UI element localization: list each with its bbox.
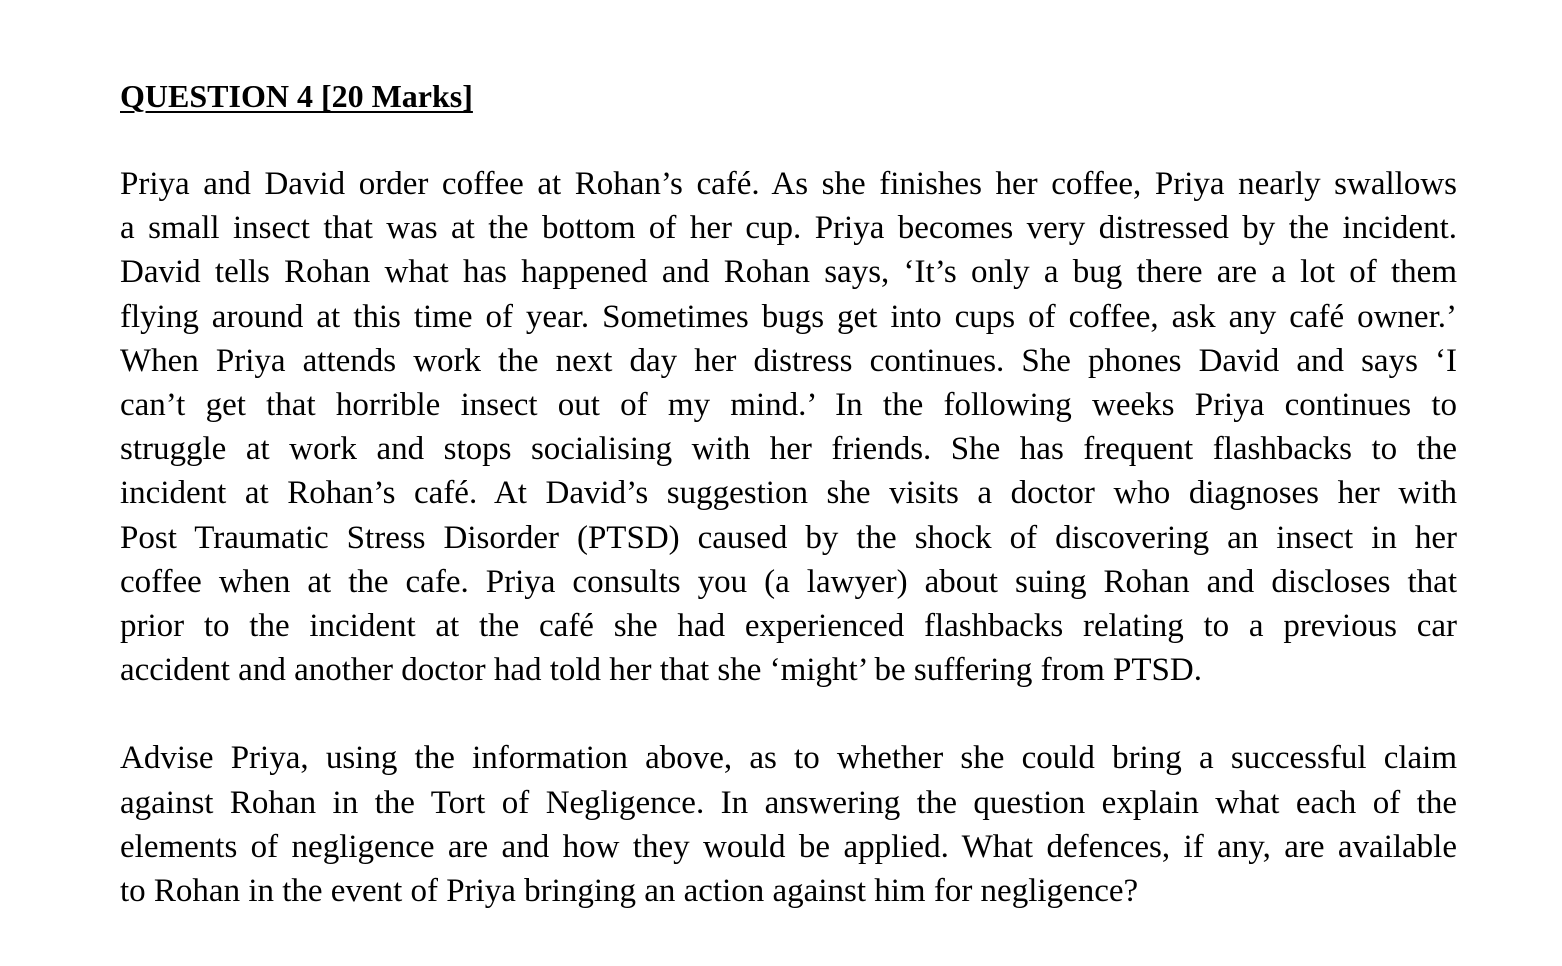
scenario-line: David tells Rohan what has happened and Rohan says, ‘It’s only a bug there are a lot of them	[120, 254, 1457, 291]
scenario-line: Priya and David order coffee at Rohan’s café. As she finishes her coffee, Priya nearly swallows	[120, 166, 1457, 202]
scenario-line: Post Traumatic Stress Disorder (PTSD) caused by the shock of discovering an insect in her	[120, 519, 1457, 556]
document-page	[120, 74, 1457, 913]
scenario-line: can’t get that horrible insect out of my mind.’ In the following weeks Priya continues to	[120, 387, 1457, 424]
scenario-line: prior to the incident at the café she had experienced flashbacks relating to a previous car	[120, 608, 1457, 645]
scenario-line: struggle at work and stops socialising with her friends. She has frequent flashbacks to the	[120, 431, 1457, 468]
scenario-line: coffee when at the cafe. Priya consults you (a lawyer) about suing Rohan and discloses that	[120, 563, 1457, 600]
instruction-line: against Rohan in the Tort of Negligence. In answering the question explain what each of the	[120, 784, 1457, 821]
scenario-line: a small insect that was at the bottom of her cup. Priya becomes very distressed by the incident.	[120, 210, 1457, 247]
scenario-paragraph	[120, 162, 1457, 692]
scenario-line: incident at Rohan’s café. At David’s suggestion she visits a doctor who diagnoses her with	[120, 475, 1457, 512]
question-heading: QUESTION 4 [20 Marks]	[120, 78, 473, 114]
instruction-line: Advise Priya, using the information above, as to whether she could bring a successful claim	[120, 740, 1457, 777]
scenario-line: When Priya attends work the next day her distress continues. She phones David and says ‘I	[120, 342, 1457, 379]
instruction-paragraph	[120, 736, 1457, 913]
instruction-line: to Rohan in the event of Priya bringing an action against him for negligence?	[120, 873, 1139, 910]
paragraph-spacer	[120, 692, 1457, 736]
instruction-line: elements of negligence are and how they would be applied. What defences, if any, are available	[120, 828, 1457, 865]
scenario-line: accident and another doctor had told her that she ‘might’ be suffering from PTSD.	[120, 652, 1202, 689]
scenario-line: flying around at this time of year. Sometimes bugs get into cups of coffee, ask any café owner.’	[120, 298, 1457, 335]
